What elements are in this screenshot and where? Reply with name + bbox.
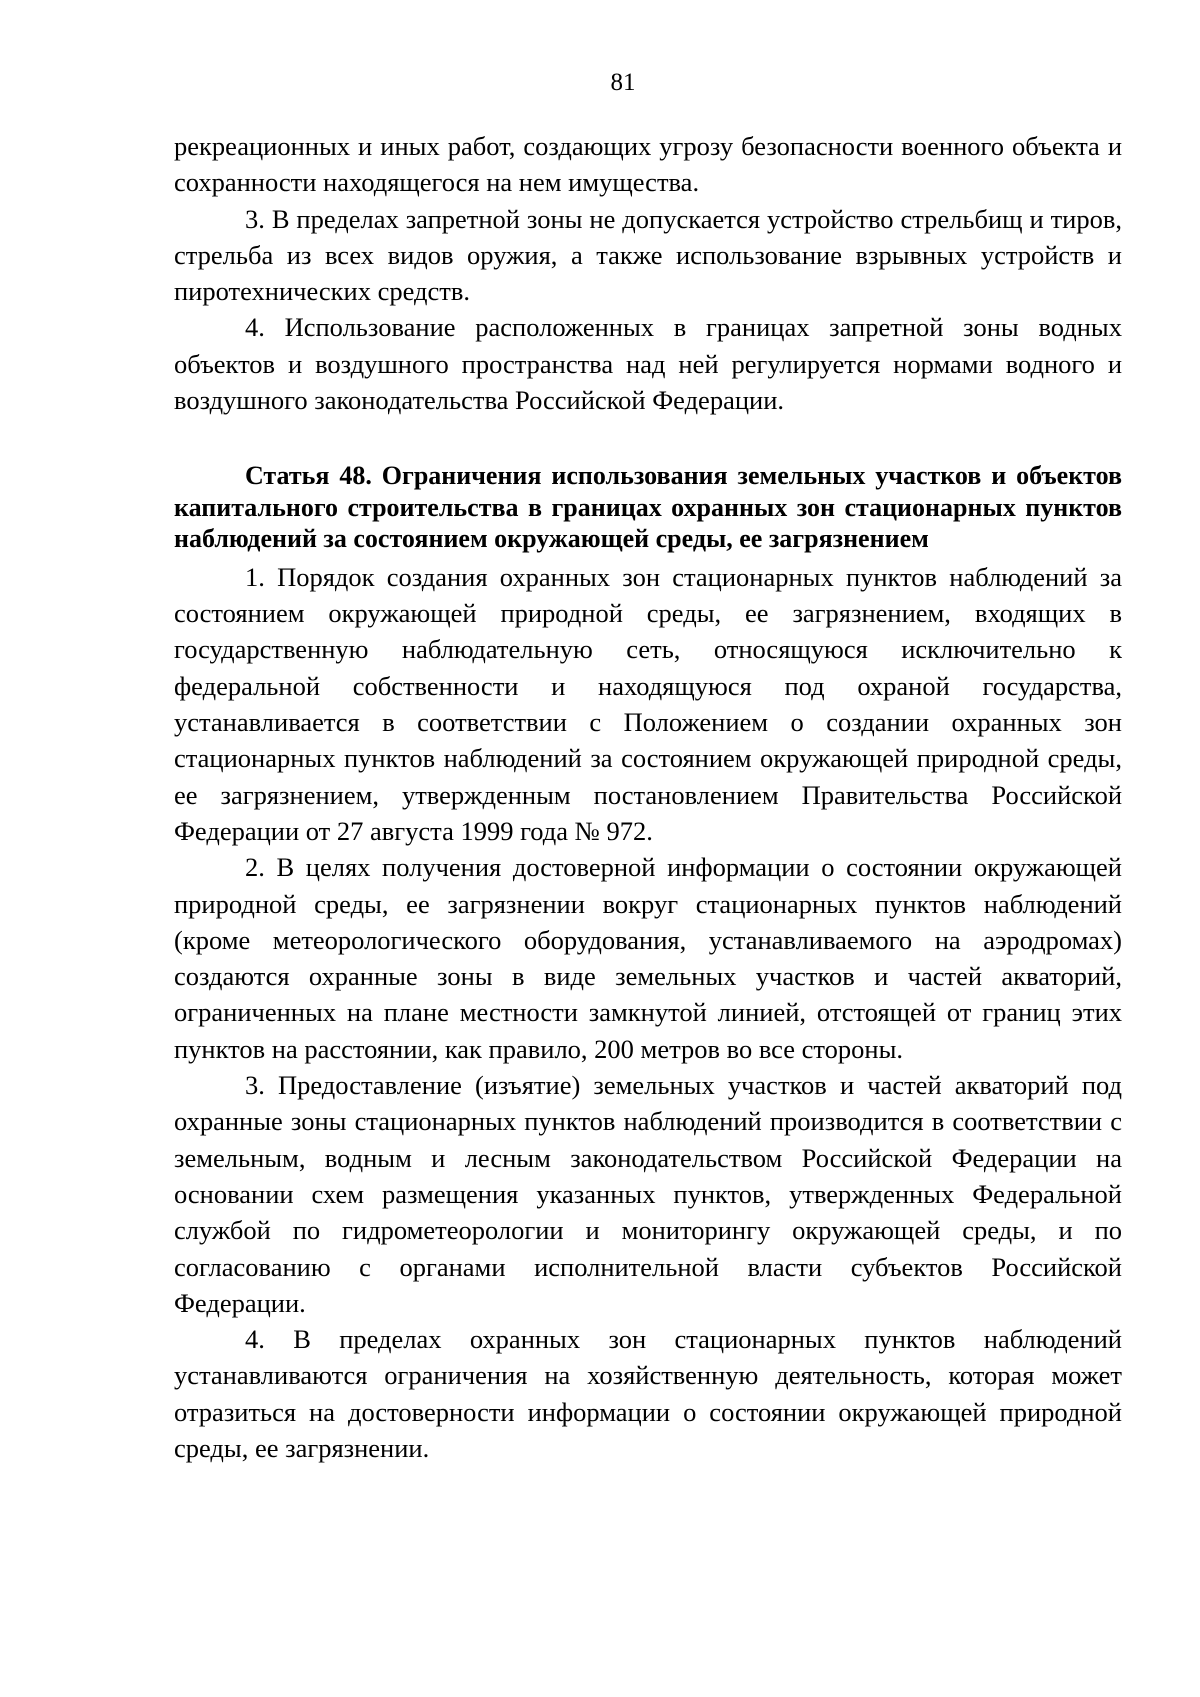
page-content xyxy=(174,128,1122,1466)
article-paragraph-1: 1. Порядок создания охранных зон стационарных пунктов наблюдений за состоянием окружающей природной среды, ее загрязнением, входящих в государственную наблюдательную сеть, относящуюся исключительно к федеральной собственности и находящуюся под охраной государства, устанавливается в соответствии с Положением о создании охранных зон стационарных пунктов наблюдений за состоянием окружающей природной среды, ее загрязнением, утвержденным постановлением Правительства Российской Федерации от 27 августа 1999 года № 972. xyxy=(174,561,1122,846)
article-paragraph-2: 2. В целях получения достоверной информации о состоянии окружающей природной среды, ее загрязнении вокруг стационарных пунктов наблюдений (кроме метеорологического оборудования, устанавливаемого на аэродромах) создаются охранные зоны в виде земельных участков и частей акваторий, ограниченных на плане местности замкнутой линией, отстоящей от границ этих пунктов на расстоянии, как правило, 200 метров во все стороны. xyxy=(174,852,1122,1064)
article-paragraph-4: 4. В пределах охранных зон стационарных пунктов наблюдений устанавливаются ограничения на хозяйственную деятельность, которая может отразиться на достоверности информации о состоянии окружающей природной среды, ее загрязнении. xyxy=(174,1324,1122,1463)
paragraph-item-3: 3. В пределах запретной зоны не допускается устройство стрельбищ и тиров, стрельба из всех видов оружия, а также использование взрывных устройств и пиротехнических средств. xyxy=(174,203,1122,307)
article-heading: Статья 48. Ограничения использования земельных участков и объектов капитального строительства в границах охранных зон стационарных пунктов наблюдений за состоянием окружающей среды, ее загрязнением xyxy=(174,461,1122,554)
page-number: 81 xyxy=(610,69,636,96)
paragraph-continued: рекреационных и иных работ, создающих угрозу безопасности военного объекта и сохранности находящегося на нем имущества. xyxy=(174,131,1122,198)
paragraph-item-4: 4. Использование расположенных в границах запретной зоны водных объектов и воздушного пространства над ней регулируется нормами водного и воздушного законодательства Российской Федерации. xyxy=(174,312,1122,416)
article-paragraph-3: 3. Предоставление (изъятие) земельных участков и частей акваторий под охранные зоны стационарных пунктов наблюдений производится в соответствии с земельным, водным и лесным законодательством Российской Федерации на основании схем размещения указанных пунктов, утвержденных Федеральной службой по гидрометеорологии и мониторингу окружающей среды, и по согласованию с органами исполнительной власти субъектов Российской Федерации. xyxy=(174,1070,1122,1318)
